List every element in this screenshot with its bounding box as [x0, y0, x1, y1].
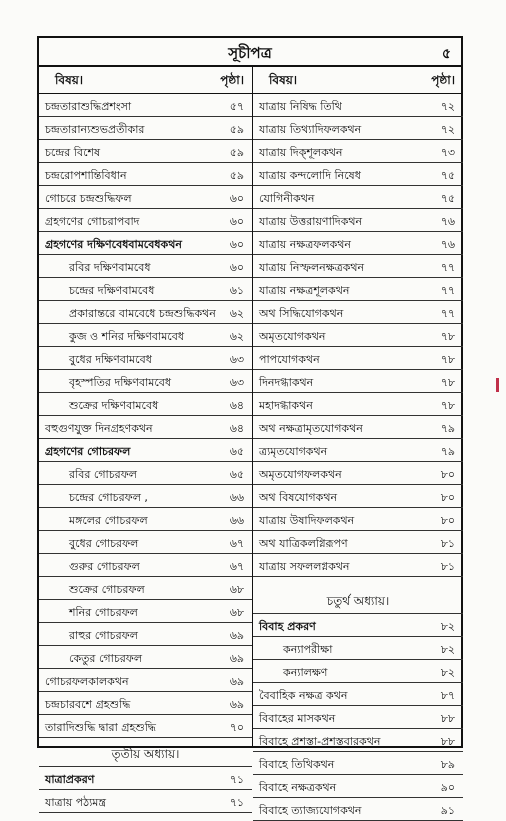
toc-entry [39, 94, 252, 117]
entry-page: ৬৫ [229, 468, 244, 481]
entry-title: গুরুর গোচরফল [69, 560, 140, 573]
entry-title: ত্র্যমৃতযোগকথন [259, 445, 328, 458]
toc-entry [39, 278, 252, 301]
entry-title: অথ নক্ষত্রামৃতযোগকথন [259, 422, 363, 435]
entry-page: ৮১ [440, 537, 455, 550]
toc-entry [253, 554, 463, 577]
entry-page: ৭৮ [440, 399, 455, 412]
entry-title: বহুগুণযুক্ত দিনগ্রহণকথন [45, 422, 153, 435]
entry-page: ৬৪ [229, 399, 244, 412]
entry-page: ৭২ [440, 123, 455, 136]
toc-entry [253, 439, 463, 462]
toc-entry [253, 683, 463, 706]
page-label: পৃষ্ঠা। [220, 73, 244, 87]
entry-page: ৭৭ [440, 307, 455, 320]
entry-page: ৮২ [440, 643, 455, 656]
entry-title: মঙ্গলের গোচরফল [69, 514, 148, 527]
entry-page: ৮৭ [440, 689, 455, 702]
entry-title: শুক্রের গোচরফল [69, 583, 145, 596]
toc-entry [39, 600, 252, 623]
toc-entry [39, 301, 252, 324]
toc-entry [253, 94, 463, 117]
toc-entry [39, 439, 252, 462]
page-label: পৃষ্ঠা। [431, 73, 455, 87]
toc-entry [253, 186, 463, 209]
entry-title: যাত্রায় নক্ষত্রশূলকথন [259, 284, 350, 297]
toc-entry [39, 531, 252, 554]
toc-entry [39, 117, 252, 140]
entry-page: ৬১ [229, 284, 244, 297]
entry-page: ৬৯ [229, 629, 244, 642]
spacer [253, 577, 463, 585]
toc-entry [253, 255, 463, 278]
entry-page: ৬৭ [229, 560, 244, 573]
toc-entry [39, 508, 252, 531]
entry-title: চন্দ্রের দক্ষিণবামবেধ [69, 284, 155, 297]
entry-page: ৫৯ [229, 123, 244, 136]
toc-entry [39, 347, 252, 370]
entry-title: কন্যালক্ষণ [283, 666, 328, 679]
entry-page: ৯১ [440, 804, 455, 817]
toc-entry [39, 140, 252, 163]
entry-title: যাত্রায় উত্তরায়ণাদিকথন [259, 215, 363, 228]
right-column-header [253, 65, 463, 94]
toc-entry [253, 531, 463, 554]
entry-page: ৬৬ [229, 514, 244, 527]
entry-title: চন্দ্রচারবশে গ্রহশুদ্ধি [45, 698, 131, 711]
entry-title: কেতুর গোচরফল [69, 652, 143, 665]
toc-entry [253, 209, 463, 232]
entry-title: গোচরফলকালকথন [45, 675, 129, 688]
entry-title: চন্দ্রের গোচরফল , [69, 491, 148, 504]
entry-title: বিবাহে তিথিকথন [259, 758, 335, 771]
entry-page: ৬০ [229, 215, 244, 228]
entry-page: ৭৮ [440, 353, 455, 366]
entry-page: ৭৯ [440, 422, 455, 435]
entry-title: যাত্রায় তিথ্যাদিফলকথন [259, 123, 362, 136]
entry-title: অথ বিষযোগকথন [259, 491, 338, 504]
entry-title: চন্দ্রতারান্যশুভপ্রতীকার [45, 123, 145, 136]
toc-entry [39, 485, 252, 508]
chapter-title: চতুর্থ অধ্যায়। [326, 594, 390, 608]
entry-title: শনির গোচরফল [69, 606, 138, 619]
entry-page: ৯০ [440, 781, 455, 794]
entry-title: কন্যাপরীক্ষা [283, 643, 333, 656]
page-number: ৫ [441, 46, 451, 62]
contents-frame [37, 36, 463, 817]
entry-title: গ্রহগণের গোচরফল [45, 445, 131, 458]
toc-entry [39, 790, 252, 813]
entry-title: অমৃতযোগকথন [259, 330, 326, 343]
toc-entry [39, 554, 252, 577]
entry-page: ৫৯ [229, 146, 244, 159]
entry-title: চন্দ্রতারাশুদ্ধিপ্রশংসা [45, 100, 132, 113]
page-header [39, 38, 461, 67]
entry-title: অমৃতযোগফলকথন [259, 468, 342, 481]
entry-page: ৮২ [440, 666, 455, 679]
entry-page: ৮০ [440, 468, 455, 481]
toc-entry [253, 117, 463, 140]
left-entries [39, 94, 252, 813]
entry-page: ৭৭ [440, 261, 455, 274]
toc-entry [39, 669, 252, 692]
toc-entry [253, 393, 463, 416]
entry-title: যোগিনীকথন [259, 192, 315, 205]
toc-entry [39, 232, 252, 255]
entry-title: যাত্রায় নিস্ফলনক্ষত্রকথন [259, 261, 365, 274]
chapter-heading [39, 738, 252, 767]
page-edge-mark [496, 378, 499, 392]
toc-entry [253, 798, 463, 821]
entry-page: ৭৬ [440, 238, 455, 251]
right-column [253, 65, 463, 821]
entry-page: ৭৮ [440, 376, 455, 389]
toc-entry [39, 209, 252, 232]
subject-label: বিষয়। [55, 73, 84, 87]
toc-entry [253, 660, 463, 683]
entry-page: ৭৬ [440, 215, 455, 228]
entry-page: ৬৯ [229, 675, 244, 688]
entry-page: ৭১ [229, 796, 244, 809]
entry-page: ৬০ [229, 192, 244, 205]
toc-entry [253, 278, 463, 301]
left-column-header [39, 65, 252, 94]
entry-title: বিবাহ প্রকরণ [259, 620, 316, 633]
entry-title: শুক্রের দক্ষিণবামবেধ [69, 399, 159, 412]
toc-entry [253, 485, 463, 508]
entry-title: কুজ ও শনির দক্ষিণবামবেধ [69, 330, 185, 343]
entry-page: ৮০ [440, 491, 455, 504]
toc-entry [253, 301, 463, 324]
entry-title: দিনদগ্ধাকথন [259, 376, 314, 389]
entry-page: ৭১ [229, 773, 244, 786]
entry-title: বুধের গোচরফল [69, 537, 139, 550]
entry-page: ৮৮ [440, 712, 455, 725]
entry-title: পাপযোগকথন [259, 353, 320, 366]
entry-page: ৮৮ [440, 735, 455, 748]
chapter-title: তৃতীয় অধ্যায়। [111, 747, 180, 761]
entry-page: ৭৮ [440, 330, 455, 343]
entry-title: বুধের দক্ষিণবামবেধ [69, 353, 152, 366]
entry-page: ৫৭ [229, 100, 244, 113]
entry-title: প্রকারান্তরে বামবেধে চন্দ্রশুদ্ধিকথন [69, 307, 216, 320]
entry-page: ৮০ [440, 514, 455, 527]
entry-title: রাহুর গোচরফল [69, 629, 138, 642]
entry-title: যাত্রায় দিক্শূলকথন [259, 146, 343, 159]
entry-page: ৭৫ [440, 192, 455, 205]
entry-title: যাত্রায় পঠ্যমন্ত্র [45, 796, 107, 809]
entry-title: বৈবাহিক নক্ষত্র কথন [259, 689, 348, 702]
entry-title: যাত্রায় সফললগ্নকথন [259, 560, 350, 573]
entry-page: ৭৯ [440, 445, 455, 458]
toc-entry [39, 692, 252, 715]
toc-entry [39, 715, 252, 738]
entry-page: ৫৯ [229, 169, 244, 182]
entry-title: তারাদিশুদ্ধি দ্বারা গ্রহশুদ্ধি [45, 721, 156, 734]
entry-title: বিবাহে নক্ষত্রকথন [259, 781, 337, 794]
toc-entry [253, 416, 463, 439]
toc-entry [253, 637, 463, 660]
entry-page: ৬৫ [229, 445, 244, 458]
entry-page: ৬২ [229, 307, 244, 320]
entry-title: যাত্রায় নক্ষত্রফলকথন [259, 238, 351, 251]
entry-page: ৬৬ [229, 491, 244, 504]
entry-page: ৮১ [440, 560, 455, 573]
toc-entry [253, 232, 463, 255]
entry-title: যাত্রায় কন্দলোদি নিষেধ [259, 169, 361, 182]
entry-page: ৬৩ [229, 376, 244, 389]
toc-entry [253, 140, 463, 163]
entry-page: ৬৭ [229, 537, 244, 550]
toc-entry [39, 393, 252, 416]
toc-entry [253, 706, 463, 729]
chapter-heading [253, 585, 463, 614]
entry-page: ৬৯ [229, 698, 244, 711]
toc-entry [253, 370, 463, 393]
toc-entry [39, 370, 252, 393]
entry-title: যাত্রাপ্রকরণ [45, 773, 95, 786]
entry-title: গ্রহগণের দক্ষিণবেধবামবেধকথন [45, 238, 182, 251]
entry-page: ৬৮ [229, 606, 244, 619]
entry-page: ৮৯ [440, 758, 455, 771]
entry-title: অথ যাত্রিকলগ্নিরূপণ [259, 537, 348, 550]
entry-title: বিবাহে ত্যাজ্যযোগকথন [259, 804, 362, 817]
entry-page: ৬৯ [229, 652, 244, 665]
entry-page: ৭৭ [440, 284, 455, 297]
entry-title: বিবাহের মাসকথন [259, 712, 336, 725]
entry-page: ৭৩ [440, 146, 455, 159]
entry-title: বৃহস্পতির দক্ষিণবামবেধ [69, 376, 172, 389]
entry-page: ৭২ [440, 100, 455, 113]
entry-title: যাত্রায় নিষিদ্ধ তিথি [259, 100, 342, 113]
toc-entry [39, 163, 252, 186]
entry-title: অথ সিদ্ধিযোগকথন [259, 307, 344, 320]
entry-page: ৬০ [229, 261, 244, 274]
toc-entry [39, 324, 252, 347]
entry-title: চন্দ্ররোপশান্তিবিধান [45, 169, 127, 182]
left-column [39, 65, 252, 813]
entry-page: ৬০ [229, 238, 244, 251]
toc-entry [253, 347, 463, 370]
toc-entry [253, 508, 463, 531]
toc-entry [39, 767, 252, 790]
entry-title: গোচরে চন্দ্রশুদ্ধিফল [45, 192, 132, 205]
entry-page: ৬৩ [229, 353, 244, 366]
toc-entry [39, 186, 252, 209]
entry-page: ৬৮ [229, 583, 244, 596]
toc-entry [39, 416, 252, 439]
toc-entry [253, 752, 463, 775]
entry-title: মহাদগ্ধাকথন [259, 399, 313, 412]
entry-page: ৬২ [229, 330, 244, 343]
entry-page: ৭০ [229, 721, 244, 734]
page-title: সূচীপত্র [228, 44, 272, 62]
entry-page: ৬৪ [229, 422, 244, 435]
toc-entry [253, 163, 463, 186]
toc-entry [39, 623, 252, 646]
entry-title: রবির দক্ষিণবামবেধ [69, 261, 151, 274]
subject-label: বিষয়। [269, 73, 298, 87]
toc-entry [253, 775, 463, 798]
toc-entry [253, 614, 463, 637]
entry-title: চন্দ্রের বিশেষ [45, 146, 101, 159]
entry-page: ৭৫ [440, 169, 455, 182]
toc-entry [253, 324, 463, 347]
toc-entry [39, 462, 252, 485]
right-entries [253, 94, 463, 821]
toc-entry [39, 646, 252, 669]
entry-page: ৮২ [440, 620, 455, 633]
toc-entry [253, 462, 463, 485]
toc-entry [39, 255, 252, 278]
entry-title: গ্রহগণের গোচরাপবাদ [45, 215, 140, 228]
entry-title: রবির গোচরফল [69, 468, 137, 481]
toc-entry [253, 729, 463, 752]
entry-title: বিবাহে প্রশস্তা-প্রশস্তবারকথন [259, 735, 381, 748]
entry-title: যাত্রায় উষাদিফলকথন [259, 514, 355, 527]
toc-entry [39, 577, 252, 600]
